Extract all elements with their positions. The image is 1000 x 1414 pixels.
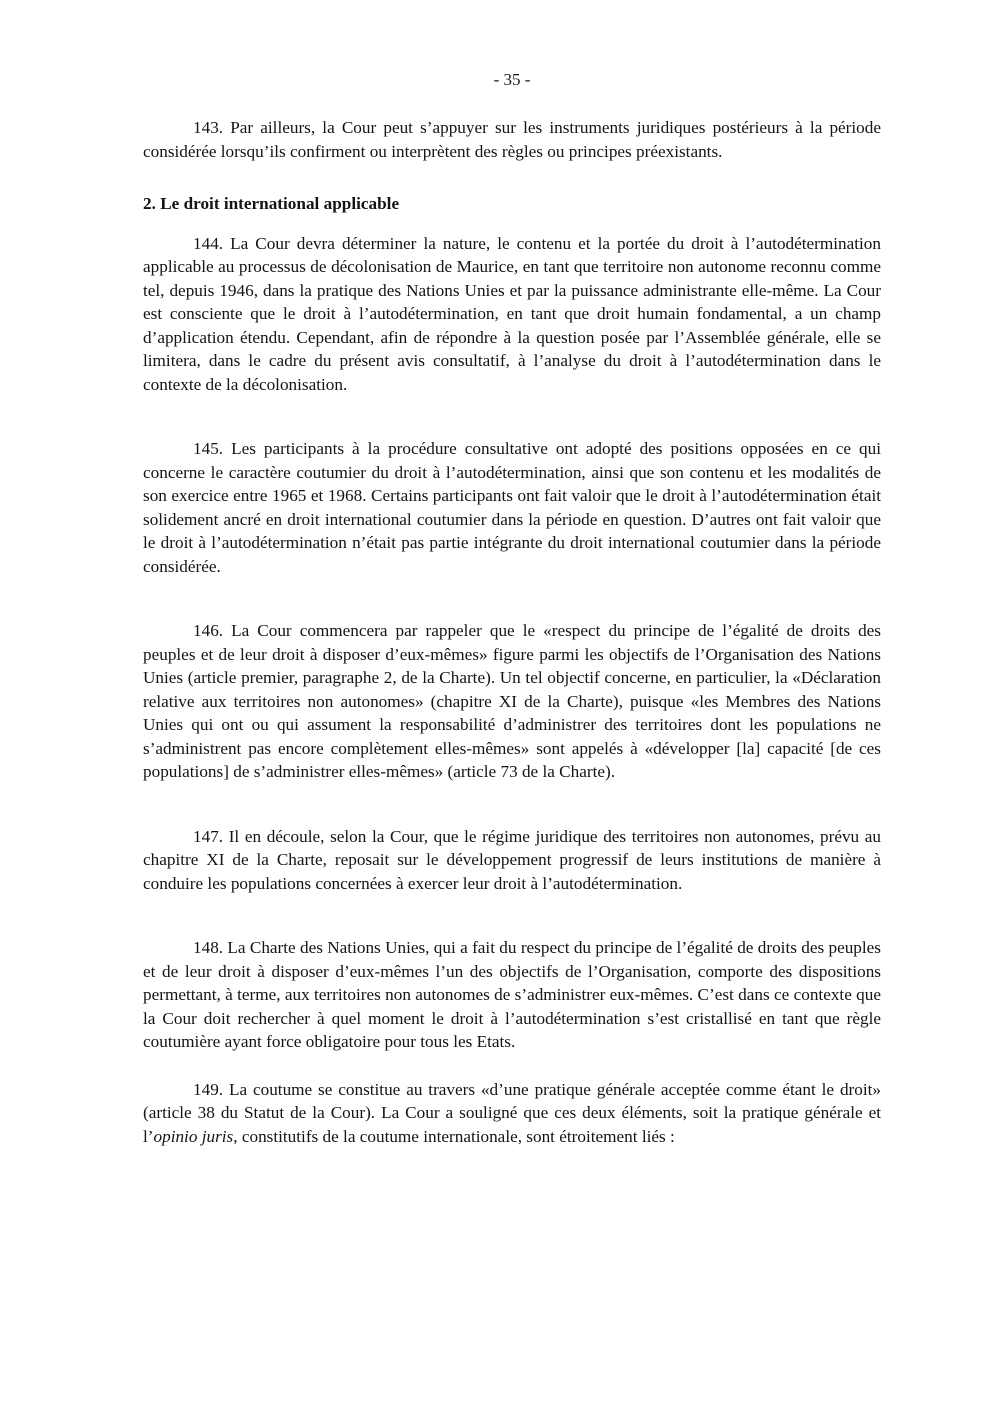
- paragraph-149-text-end: , constitutifs de la coutume internationale, sont étroitement liés :: [233, 1126, 675, 1146]
- paragraph-149-text-start: 149. La coutume se constitue au travers «d’une pratique générale acceptée comme étant le droit» (article 38 du Statut de la Cour). La Cour a souligné que ces deux éléments, soit la pratique générale et l’: [143, 1079, 881, 1146]
- document-page: [143, 68, 881, 1148]
- paragraph-148: 148. La Charte des Nations Unies, qui a fait du respect du principe de l’égalité de droits des peuples et de leur droit à disposer d’eux-mêmes l’un des objectifs de l’Organisation, comporte des dispositions permettant, à terme, aux territoires non autonomes de s’administrer eux-mêmes. C’est dans ce contexte que la Cour doit rechercher à quel moment le droit à l’autodétermination s’est cristallisé en tant que règle coutumière ayant force obligatoire pour tous les Etats.: [143, 938, 881, 1051]
- section-heading: 2. Le droit international applicable: [143, 194, 400, 213]
- paragraph-146: 146. La Cour commencera par rappeler que le «respect du principe de l’égalité de droits des peuples et de leur droit à disposer d’eux-mêmes» figure parmi les objectifs de l’Organisation des Nations Unies (article premier, paragraphe 2, de la Charte). Un tel objectif concerne, en particulier, la «Déclaration relative aux territoires non autonomes» (chapitre XI de la Charte), puisque «les Membres des Nations Unies qui ont ou qui assument la responsabilité d’administrer des territoires dont les populations ne s’administrent pas encore complètement elles-mêmes» sont appelés à «développer [la] capacité [de ces populations] de s’administrer elles-mêmes» (article 73 de la Charte).: [143, 621, 881, 781]
- page-number: - 35 -: [493, 70, 531, 89]
- paragraph-149-latin-term: opinio juris: [153, 1126, 234, 1146]
- paragraph-145: 145. Les participants à la procédure consultative ont adopté des positions opposées en ce qui concerne le caractère coutumier du droit à l’autodétermination, ainsi que son contenu et les modalités de son exercice entre 1965 et 1968. Certains participants ont fait valoir que le droit à l’autodétermination était solidement ancré en droit international coutumier dans la période en question. D’autres ont fait valoir que le droit à l’autodétermination n’était pas partie intégrante du droit international coutumier dans la période considérée.: [143, 439, 881, 576]
- paragraph-147: 147. Il en découle, selon la Cour, que le régime juridique des territoires non autonomes, prévu au chapitre XI de la Charte, reposait sur le développement progressif de leurs institutions de manière à conduire les populations concernées à exercer leur droit à l’autodétermination.: [143, 826, 881, 893]
- paragraph-143: 143. Par ailleurs, la Cour peut s’appuyer sur les instruments juridiques postérieurs à la période considérée lorsqu’ils confirment ou interprètent des règles ou principes préexistants.: [143, 118, 881, 161]
- paragraph-144: 144. La Cour devra déterminer la nature, le contenu et la portée du droit à l’autodétermination applicable au processus de décolonisation de Maurice, en tant que territoire non autonome reconnu comme tel, depuis 1946, dans la pratique des Nations Unies et par la puissance administrante elle-même. La Cour est consciente que le droit à l’autodétermination, en tant que droit humain fondamental, a un champ d’application étendu. Cependant, afin de répondre à la question posée par l’Assemblée générale, elle se limitera, dans le cadre du présent avis consultatif, à l’analyse du droit à l’autodétermination dans le contexte de la décolonisation.: [143, 233, 881, 394]
- paragraph-149: [143, 1078, 881, 1149]
